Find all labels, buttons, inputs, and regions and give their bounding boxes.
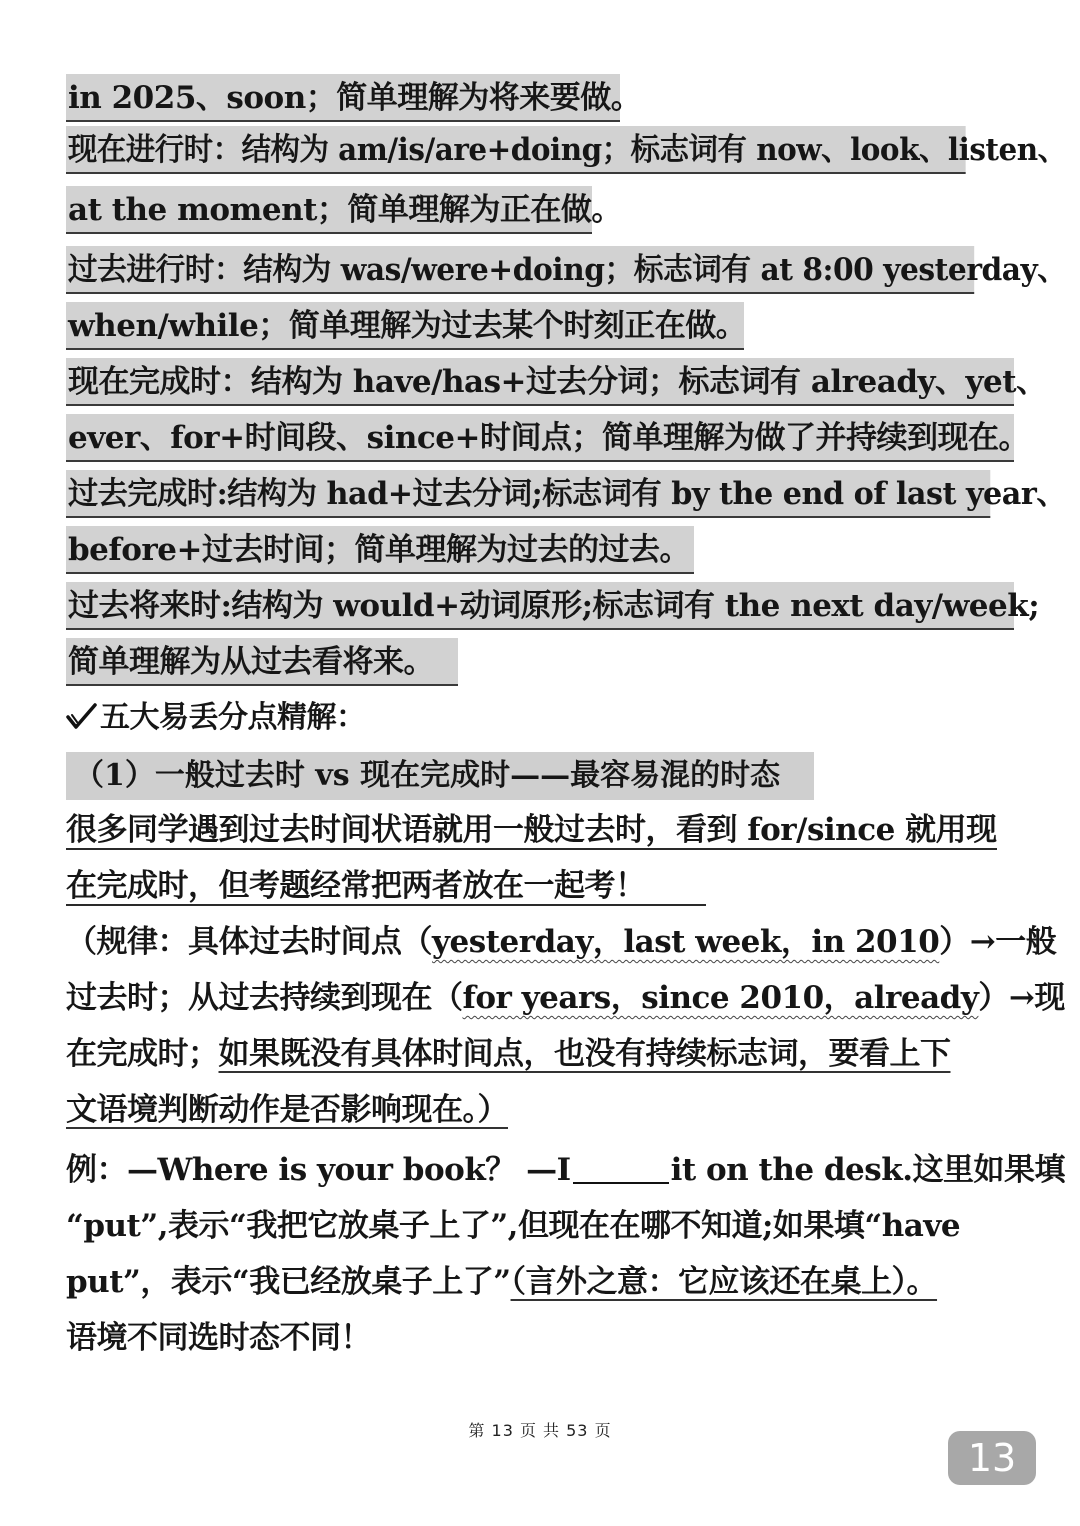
rule-text: 过去时；从过去持续到现在（: [66, 980, 463, 1016]
example-text: it on the desk.这里如果填: [670, 1152, 1066, 1188]
checkmark-icon: [66, 702, 98, 732]
past-perfect-line-2: before+过去时间；简单理解为过去的过去。: [66, 526, 694, 574]
rule-duration-examples: for years，since 2010，already: [462, 980, 979, 1016]
example-text: 例：—Where is your book？ —I: [66, 1152, 571, 1188]
page-number-badge: 13: [948, 1431, 1036, 1485]
rule-line-2: [66, 974, 1065, 1022]
example-line-1: [66, 1146, 1065, 1194]
present-continuous-line-1: 现在进行时：结构为 am/is/are+doing；标志词有 now、look、listen、: [66, 126, 966, 174]
fill-in-blank: [573, 1150, 669, 1184]
example-line-4: 语境不同选时态不同！: [66, 1320, 371, 1356]
present-continuous-line-2: at the moment；简单理解为正在做。: [66, 186, 592, 234]
example-line-2: “put”,表示“我把它放桌子上了”,但现在在哪不知道;如果填“have: [66, 1208, 961, 1244]
section-heading-text: 五大易丢分点精解：: [100, 700, 366, 735]
rule-text: ）→一般: [939, 924, 1057, 960]
section-title: （1）一般过去时 vs 现在完成时——最容易混的时态: [66, 752, 814, 800]
intro-text-2: 在完成时，但考题经常把两者放在一起考！: [66, 868, 706, 906]
past-perfect-line-1: 过去完成时:结构为 had+过去分词;标志词有 by the end of last year、: [66, 470, 990, 518]
rule-past-time-examples: yesterday，last week，in 2010: [432, 924, 940, 960]
future-in-past-line-2: 简单理解为从过去看将来。: [66, 638, 458, 686]
section-heading: [66, 694, 366, 742]
rule-text: （规律：具体过去时间点（: [66, 924, 432, 960]
present-perfect-line-2: ever、for+时间段、since+时间点；简单理解为做了并持续到现在。: [66, 414, 1014, 462]
intro-line-1: [66, 806, 997, 854]
intro-line-2: [66, 862, 706, 910]
past-continuous-line-1: 过去进行时：结构为 was/were+doing；标志词有 at 8:00 yesterday、: [66, 246, 974, 294]
rule-context-note-end: 文语境判断动作是否影响现在。）: [66, 1092, 508, 1128]
future-in-past-line-1: 过去将来时:结构为 would+动词原形;标志词有 the next day/week;: [66, 582, 1014, 630]
example-line-3: [66, 1258, 937, 1306]
example-text: put”，表示“我已经放桌子上了”: [66, 1264, 511, 1300]
example-implication-note: （言外之意：它应该还在桌上）。: [510, 1264, 938, 1300]
page-footer: 第 13 页 共 53 页: [468, 1421, 612, 1440]
rule-line-3: [66, 1030, 951, 1078]
rule-line-4: [66, 1086, 508, 1134]
intro-text-1: 很多同学遇到过去时间状语就用一般过去时，看到 for/since 就用现: [66, 812, 997, 848]
rule-text: 在完成时；: [66, 1036, 219, 1072]
rule-context-note: 如果既没有具体时间点，也没有持续标志词，要看上下: [218, 1036, 951, 1072]
past-continuous-line-2: when/while；简单理解为过去某个时刻正在做。: [66, 302, 744, 350]
rule-line-1: [66, 918, 1056, 966]
rule-text: ）→现: [978, 980, 1065, 1016]
future-tense-end-line: in 2025、soon；简单理解为将来要做。: [66, 74, 620, 122]
present-perfect-line-1: 现在完成时：结构为 have/has+过去分词；标志词有 already、yet、: [66, 358, 1014, 406]
